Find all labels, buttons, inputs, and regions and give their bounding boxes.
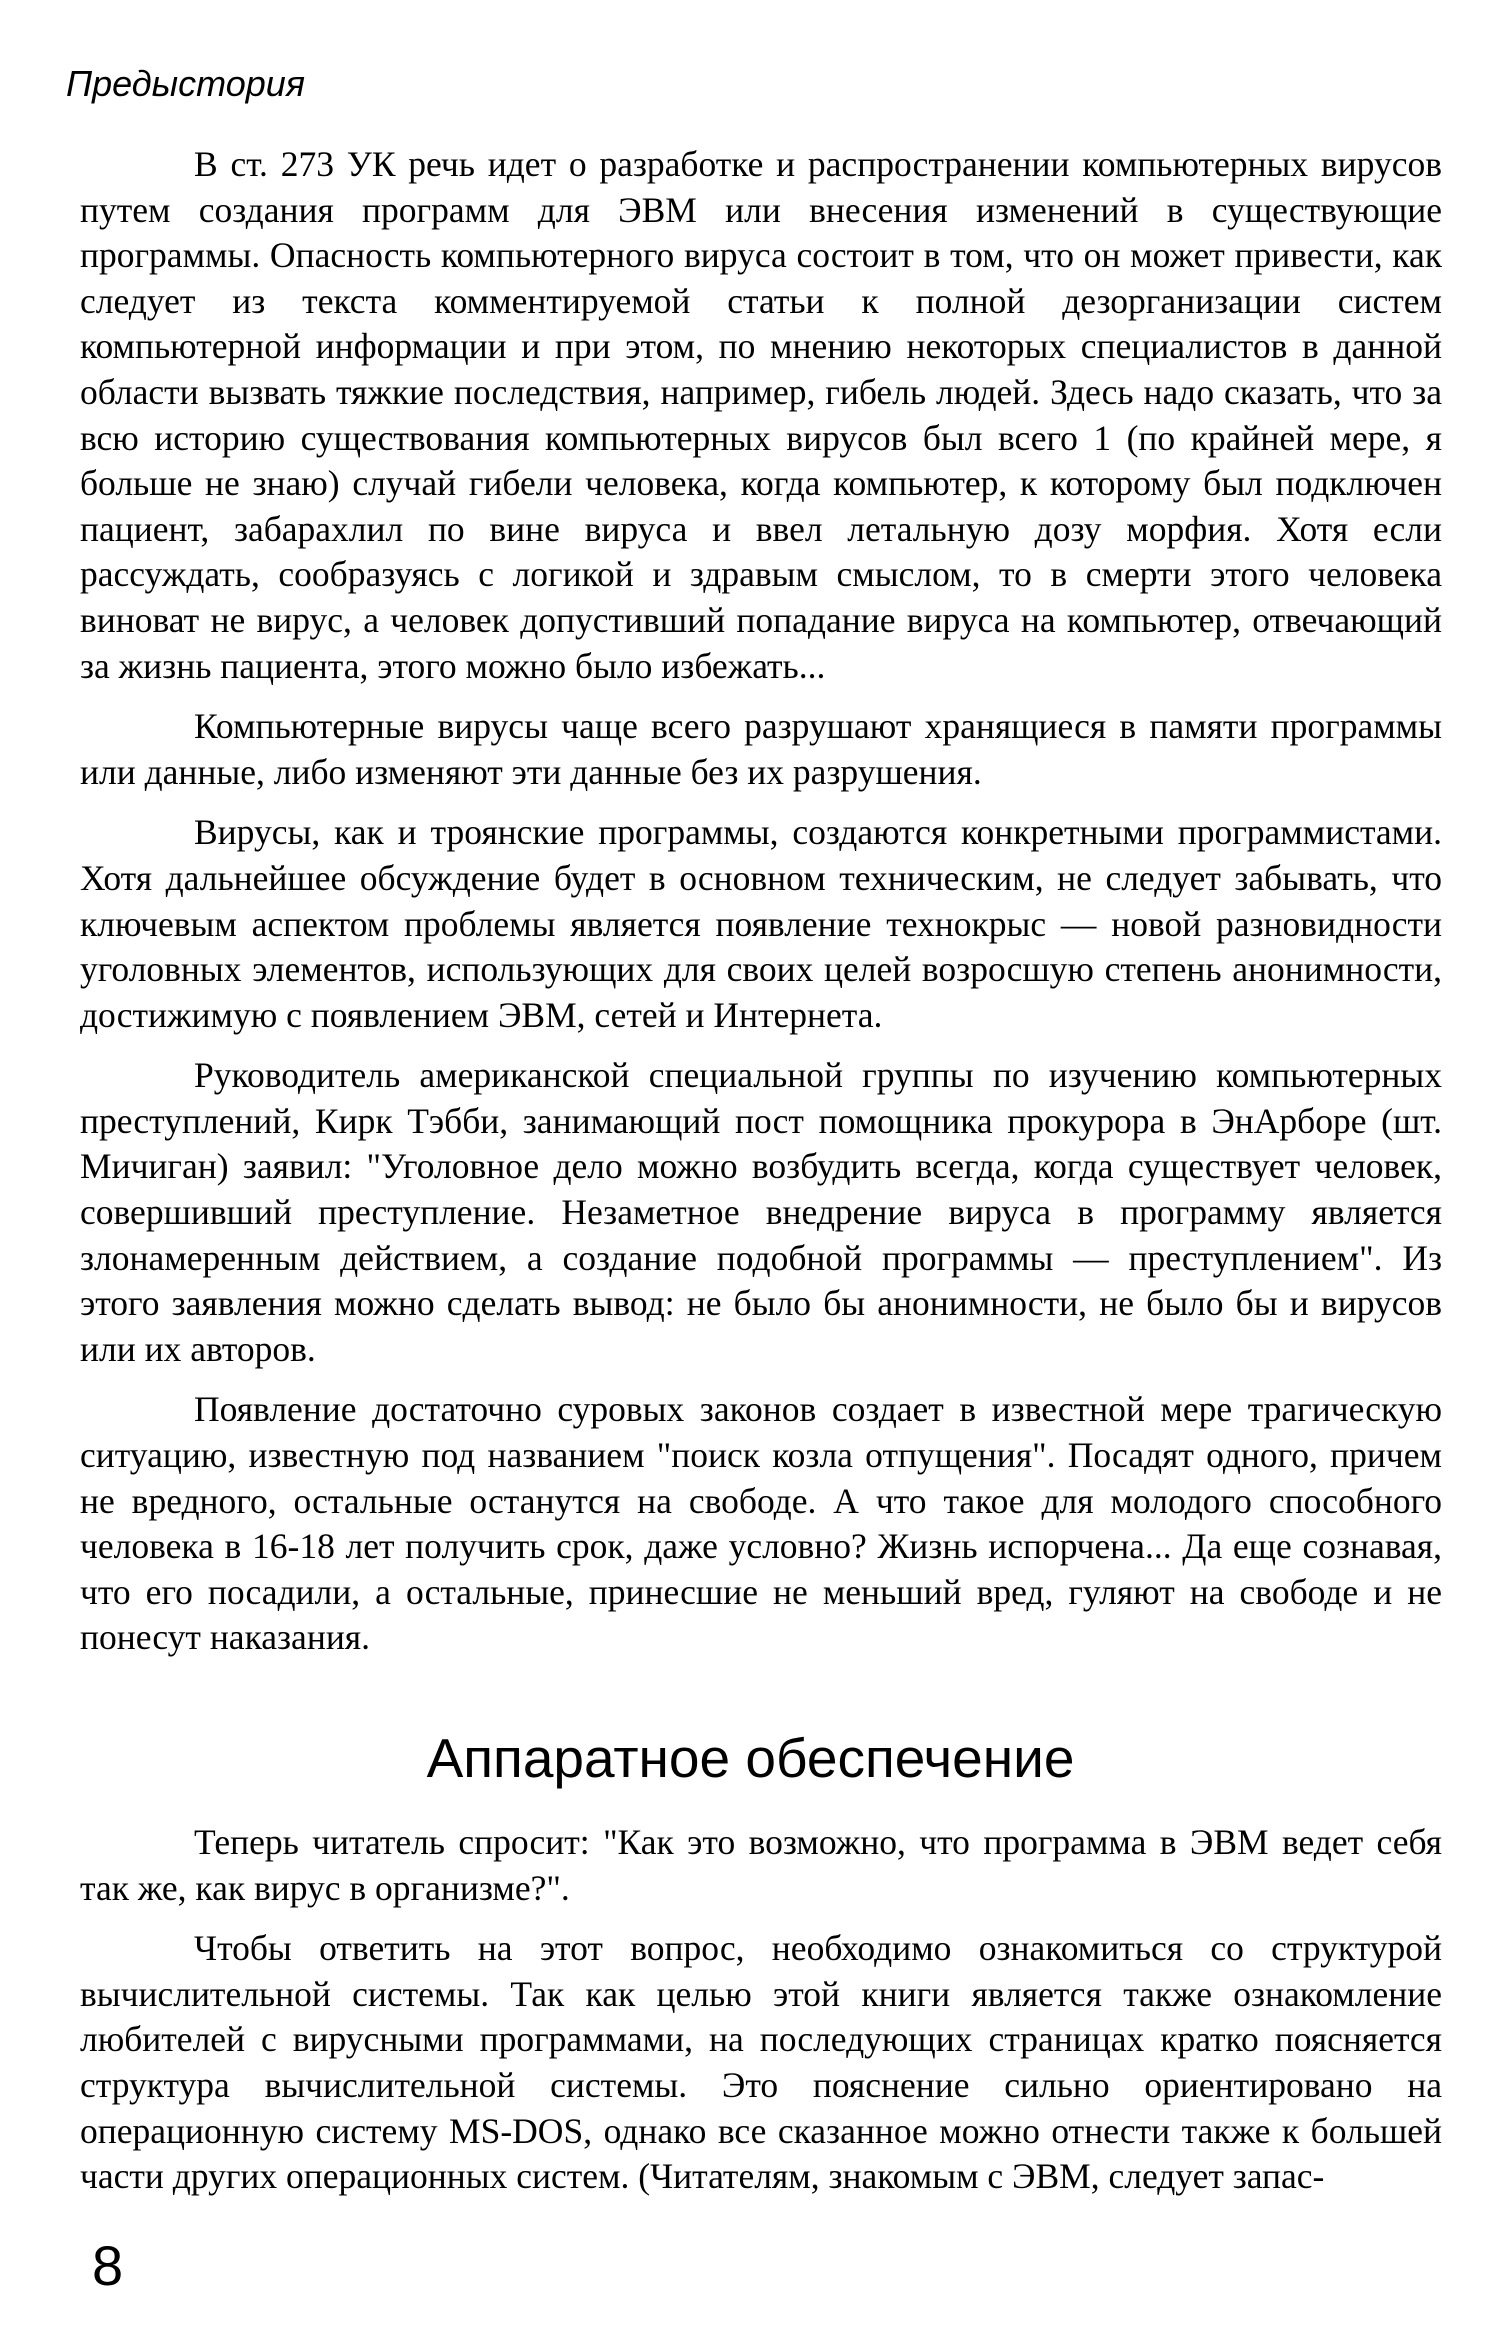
section-heading: Аппаратное обеспечение <box>426 1727 1075 1789</box>
page-number: 8 <box>92 2234 124 2297</box>
paragraph-1: В ст. 273 УК речь идет о разработке и распространении компьютерных вирусов путем создания программ для ЭВМ или внесения изменений в существующие программы. Опасность компьютерного вируса состоит в том, что он может привести, как следует из текста комментируемой статьи к полной дезорганизации систем компьютерной информации и при этом, по мнению некоторых специалистов в данной области вызвать тяжкие последствия, например, гибель людей. Здесь надо сказать, что за всю историю существования компьютерных вирусов был всего 1 (по крайней мере, я больше не знаю) случай гибели человека, когда компьютер, к которому был подключен пациент, забарахлил по вине вируса и ввел летальную дозу морфия. Хотя если рассуждать, сообразуясь с логикой и здравым смыслом, то в смерти этого человека виноват не вирус, а человек допустивший попадание вируса на компьютер, отвечающий за жизнь пациента, этого можно было избежать... <box>80 144 1442 686</box>
paragraph-6: Теперь читатель спросит: "Как это возможно, что программа в ЭВМ ведет себя так же, как вирус в организме?". <box>80 1822 1442 1908</box>
body-text-block-1 <box>80 142 1442 1661</box>
paragraph-7: Чтобы ответить на этот вопрос, необходимо ознакомиться со структурой вычислительной системы. Так как целью этой книги является также ознакомление любителей с вирусными программами, на последующих страницах кратко поясняется структура вычислительной системы. Это пояснение сильно ориентировано на операционную систему MS-DOS, однако все сказанное можно отнести также к большей части других операционных систем. (Читателям, знакомым с ЭВМ, следует запас- <box>80 1928 1442 2197</box>
paragraph-5: Появление достаточно суровых законов создает в известной мере трагическую ситуацию, известную под названием "поиск козла отпущения". Посадят одного, причем не вредного, остальные останутся на свободе. А что такое для молодого способного человека в 16-18 лет получить срок, даже условно? Жизнь испорчена... Да еще сознавая, что его посадили, а остальные, принесшие не меньший вред, гуляют на свободе и не понесут наказания. <box>80 1389 1442 1658</box>
running-header: Предыстория <box>66 63 305 104</box>
paragraph-4: Руководитель американской специальной группы по изучению компьютерных преступлений, Кирк Тэбби, занимающий пост помощника прокурора в ЭнАрборе (шт. Мичиган) заявил: "Уголовное дело можно возбудить всегда, когда существует человек, совершивший преступление. Незаметное внедрение вируса в программу является злонамеренным действием, а создание подобной программы — преступлением". Из этого заявления можно сделать вывод: не было бы анонимности, не было бы и вирусов или их авторов. <box>80 1055 1442 1369</box>
paragraph-3: Вирусы, как и троянские программы, создаются конкретными программистами. Хотя дальнейшее обсуждение будет в основном техническим, не следует забывать, что ключевым аспектом проблемы является появление технокрыс — новой разновидности уголовных элементов, использующих для своих целей возросшую степень анонимности, достижимую с появлением ЭВМ, сетей и Интернета. <box>80 812 1442 1035</box>
paragraph-2: Компьютерные вирусы чаще всего разрушают хранящиеся в памяти программы или данные, либо изменяют эти данные без их разрушения. <box>80 706 1442 792</box>
body-text-block-2 <box>80 1820 1442 2200</box>
